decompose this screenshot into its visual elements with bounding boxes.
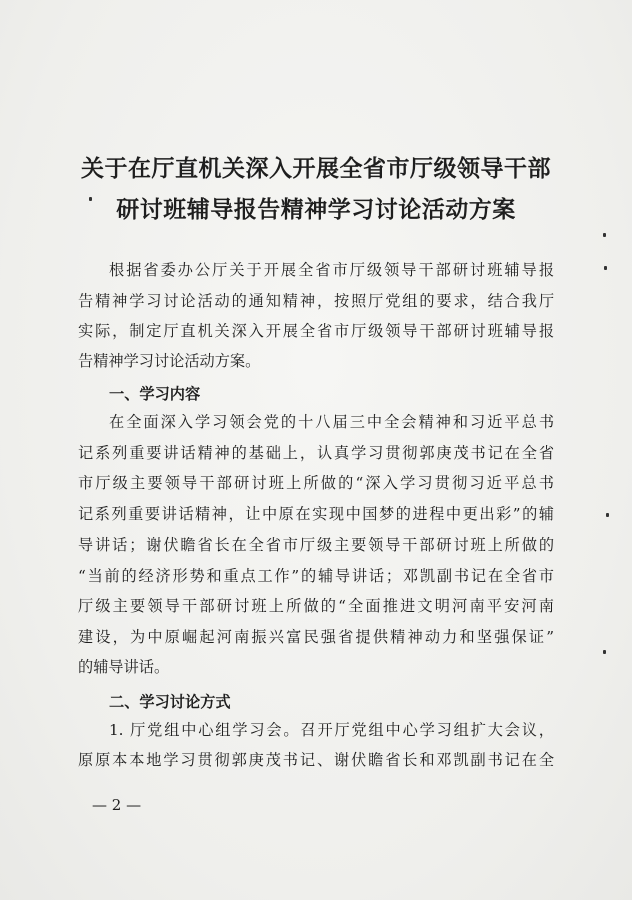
body-line: 记系列重要讲话精神，让中原在实现中国梦的进程中更出彩”的辅 [78,505,554,523]
body-line: “当前的经济形势和重点工作”的辅导讲话；邓凯副书记在全省市 [78,567,554,585]
section-heading-2: 二、学习讨论方式 [109,693,231,711]
body-line: 厅级主要领导干部研讨班上所做的“全面推进文明河南平安河南 [78,597,554,615]
document-title-line-2: 研讨班辅导报告精神学习讨论活动方案 [116,196,516,223]
body-line: 在全面深入学习领会党的十八届三中全会精神和习近平总书 [109,413,554,431]
body-line: 原原本本地学习贯彻郭庚茂书记、谢伏瞻省长和邓凯副书记在全 [78,751,554,769]
document-title-line-1: 关于在厅直机关深入开展全省市厅级领导干部 [81,155,551,182]
body-line: 建设，为中原崛起河南振兴富民强省提供精神动力和坚强保证” [78,628,554,646]
intro-line: 根据省委办公厅关于开展全省市厅级领导干部研讨班辅导报 [109,261,554,279]
scan-speck [604,266,607,270]
body-line: 的辅导讲话。 [78,658,170,676]
intro-line: 实际，制定厅直机关深入开展全省市厅级领导干部研讨班辅导报 [78,322,554,340]
scan-speck [606,513,609,517]
scan-speck [89,197,92,201]
body-line: 记系列重要讲话精神的基础上，认真学习贯彻郭庚茂书记在全省 [78,444,554,462]
page-number: — 2 — [92,796,142,814]
scan-speck [603,233,606,237]
intro-line: 告精神学习讨论活动方案。 [78,352,261,370]
body-line: 导讲话；谢伏瞻省长在全省市厅级主要领导干部研讨班上所做的 [78,536,554,554]
scan-speck [603,650,606,654]
intro-line: 告精神学习讨论活动的通知精神，按照厅党组的要求，结合我厅 [78,292,554,310]
body-line: 市厅级主要领导干部研讨班上所做的“深入学习贯彻习近平总书 [78,474,554,492]
body-line: 1. 厅党组中心组学习会。召开厅党组中心学习组扩大会议， [109,721,554,739]
section-heading-1: 一、学习内容 [109,385,201,403]
